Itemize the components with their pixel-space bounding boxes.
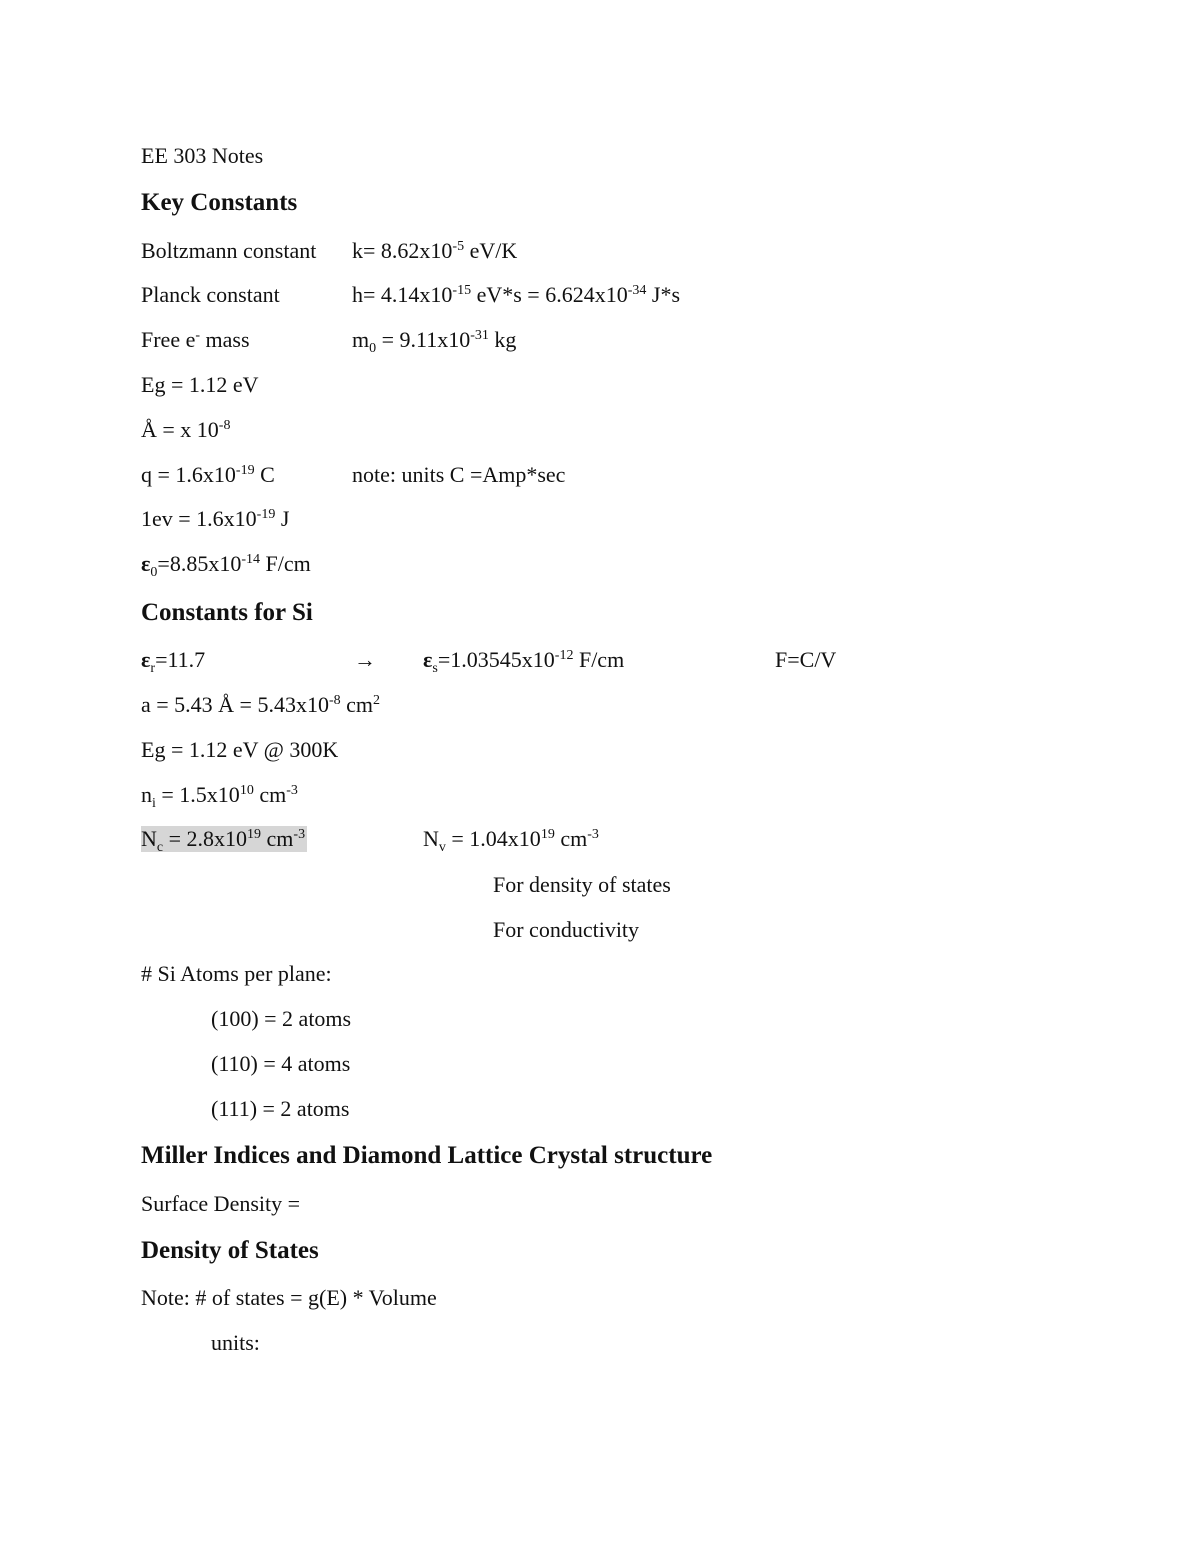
atoms-100: (100) = 2 atoms bbox=[211, 1006, 352, 1031]
heading-miller-indices: Miller Indices and Diamond Lattice Crystal structure bbox=[141, 1142, 713, 1169]
charge-value: $q = 1.6x10^{-19}$ C bbox=[141, 462, 275, 487]
heading-constants-si: Constants for Si bbox=[141, 599, 313, 626]
eps0-value: $\varepsilon_0=8.85x10^{-14}$ F/cm bbox=[141, 551, 311, 580]
mass-value: $m_0 = 9.11x10^{-31}$ kg bbox=[352, 327, 517, 356]
boltzmann-label: Boltzmann constant bbox=[141, 238, 317, 263]
eg-value: Eg = 1.12 eV bbox=[141, 372, 259, 397]
heading-density-of-states: Density of States bbox=[141, 1237, 319, 1264]
nc-value: $N_c = 2.8x10^{19}$ $cm^{-3}$ bbox=[141, 826, 306, 855]
charge-note: note: units C =Amp*sec bbox=[352, 462, 566, 487]
surface-density: Surface Density = bbox=[141, 1191, 301, 1216]
fcv-value: F=C/V bbox=[775, 647, 837, 672]
ni-value: $n_i = 1.5x10^{10}$ $cm^{-3}$ bbox=[141, 782, 298, 811]
lattice-constant: a = 5.43 Å = $5.43x10^{-8}$ $cm^2$ bbox=[141, 692, 381, 717]
atoms-per-plane-title: # Si Atoms per plane: bbox=[141, 961, 332, 986]
nv-value: $N_v = 1.04x10^{19}$ $cm^{-3}$ bbox=[423, 826, 599, 855]
atoms-111: (111) = 2 atoms bbox=[211, 1096, 350, 1121]
planck-value: $h= 4.14x10^{-15}$ $eV*s = 6.624x10^{-34}$ J*s bbox=[352, 282, 681, 307]
ev-value: $1ev = 1.6x10^{-19}$ J bbox=[141, 506, 290, 531]
atoms-110: (110) = 4 atoms bbox=[211, 1051, 351, 1076]
epsr-value: $\varepsilon_r=11.7$ bbox=[141, 647, 206, 676]
dos-note: Note: # of states = g(E) * Volume bbox=[141, 1285, 437, 1310]
arrow-icon: → bbox=[354, 647, 376, 672]
dos-units: units: bbox=[211, 1330, 260, 1355]
si-eg-value: Eg = 1.12 eV @ 300K bbox=[141, 737, 339, 762]
note-conductivity: For conductivity bbox=[493, 917, 640, 942]
epss-value: $\varepsilon_s=1.03545x10^{-12}$ F/cm bbox=[423, 647, 625, 676]
note-density-of-states: For density of states bbox=[493, 872, 671, 897]
angstrom-value: Å = x $10^{-8}$ bbox=[141, 417, 231, 442]
mass-label: Free e- mass bbox=[141, 327, 250, 352]
planck-label: Planck constant bbox=[141, 282, 280, 307]
heading-key-constants: Key Constants bbox=[141, 189, 298, 216]
doc-title: EE 303 Notes bbox=[141, 143, 264, 168]
boltzmann-value: $k= 8.62x10^{-5}$ eV/K bbox=[352, 238, 518, 263]
